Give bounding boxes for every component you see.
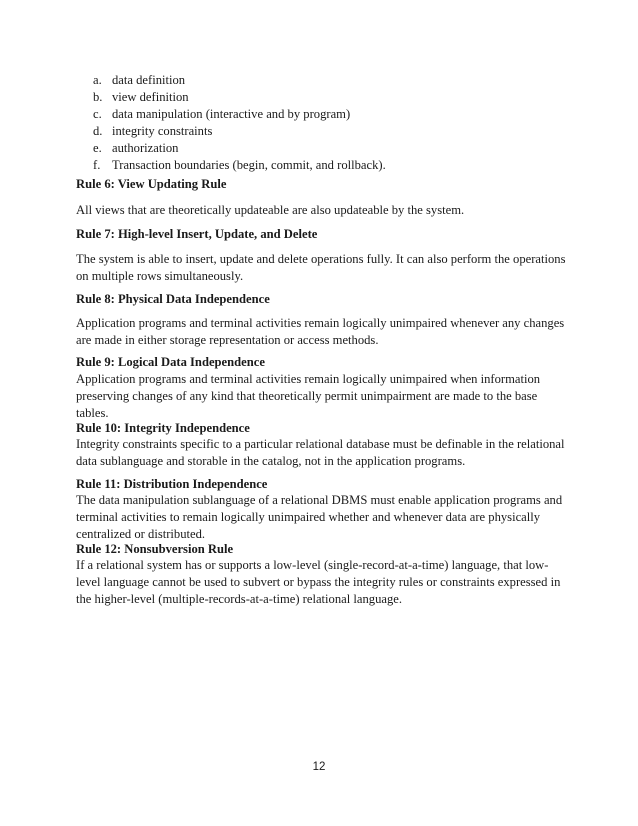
list-marker: d. <box>93 124 103 138</box>
rule-7-heading: Rule 7: High-level Insert, Update, and Delete <box>76 227 318 241</box>
rule-10-body: Integrity constraints specific to a particular relational database must be definable in the relational data sublanguage and storable in the catalog, not in the application programs. <box>76 437 565 468</box>
rule-6-heading: Rule 6: View Updating Rule <box>76 177 227 191</box>
rule-8-body: Application programs and terminal activities remain logically unimpaired whenever any changes are made in either storage representation or access methods. <box>76 316 565 347</box>
list-item-text: data manipulation (interactive and by program) <box>112 107 351 121</box>
list-marker: a. <box>93 73 102 87</box>
list-item-text: integrity constraints <box>112 124 213 138</box>
rule-6-body: All views that are theoretically updateable are also updateable by the system. <box>76 203 465 217</box>
rule-8-heading: Rule 8: Physical Data Independence <box>76 292 270 306</box>
list-item-text: data definition <box>112 73 186 87</box>
list-item <box>93 157 386 174</box>
list-item <box>93 106 386 123</box>
rule-7-body: The system is able to insert, update and delete operations fully. It can also perform the operations on multiple rows simultaneously. <box>76 252 566 283</box>
list-item-text: authorization <box>112 141 179 155</box>
rule-11-heading: Rule 11: Distribution Independence <box>76 477 268 491</box>
list-item-text: view definition <box>112 90 189 104</box>
list-item <box>93 89 386 106</box>
rule-9-body: Application programs and terminal activities remain logically unimpaired when information preserving changes of any kind that theoretically permit unimpairment are made to the base tables. <box>76 372 541 420</box>
list-marker: e. <box>93 141 102 155</box>
rule-12-heading: Rule 12: Nonsubversion Rule <box>76 542 234 556</box>
list-item <box>93 140 386 157</box>
rule-9-heading: Rule 9: Logical Data Independence <box>76 355 265 369</box>
page-number: 12 <box>312 761 326 773</box>
feature-list <box>93 72 386 174</box>
list-item-text: Transaction boundaries (begin, commit, and rollback). <box>112 158 386 172</box>
list-item <box>93 72 386 89</box>
rule-12-body: If a relational system has or supports a low-level (single-record-at-a-time) language, that low-level language cannot be used to subvert or bypass the integrity rules or constraints expressed in the higher-level (multiple-records-at-a-time) relational language. <box>76 558 561 606</box>
list-item <box>93 123 386 140</box>
list-marker: c. <box>93 107 102 121</box>
rule-11-body: The data manipulation sublanguage of a relational DBMS must enable application programs and terminal activities to remain logically unimpaired whether and whenever data are physically centralized or distributed. <box>76 493 563 541</box>
list-marker: f. <box>93 158 101 172</box>
list-marker: b. <box>93 90 103 104</box>
rule-10-heading: Rule 10: Integrity Independence <box>76 421 250 435</box>
